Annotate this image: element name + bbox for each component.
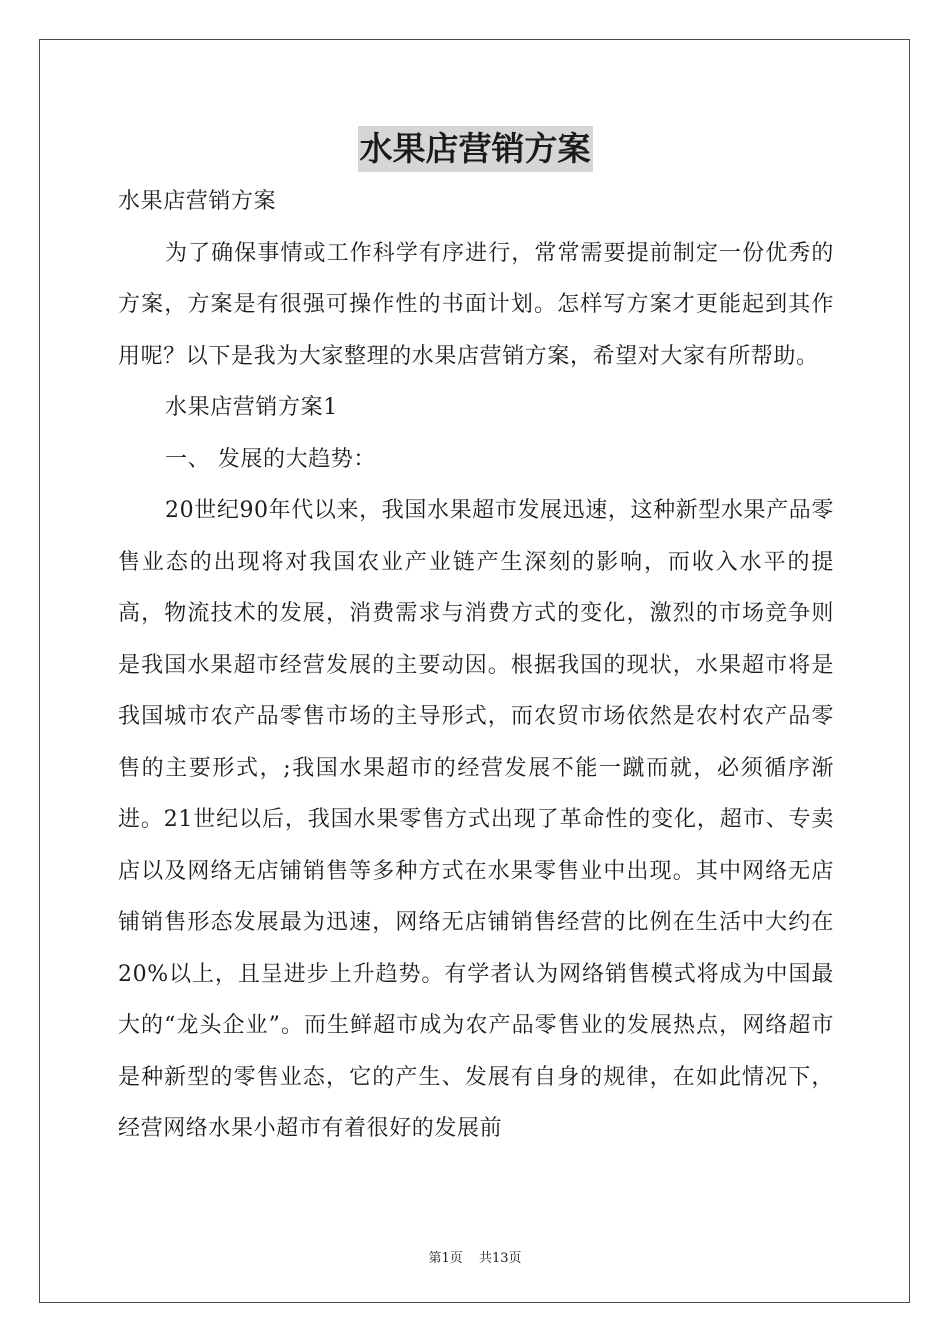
page-footer bbox=[0, 1247, 950, 1266]
section-heading: 水果店营销方案1 bbox=[165, 395, 338, 420]
page-number: 第1页 bbox=[428, 1251, 463, 1266]
document-body bbox=[118, 176, 834, 1155]
title-area bbox=[0, 126, 950, 172]
document-title: 水果店营销方案 bbox=[358, 126, 593, 172]
intro-paragraph: 为了确保事情或工作科学有序进行，常常需要提前制定一份优秀的方案，方案是有很强可操作性的书面计划。怎样写方案才更能起到其作用呢？以下是我为大家整理的水果店营销方案，希望对大家有所帮助。 bbox=[118, 240, 834, 369]
subtitle-paragraph: 水果店营销方案 bbox=[118, 189, 277, 214]
body-paragraph: 20世纪90年代以来，我国水果超市发展迅速，这种新型水果产品零售业态的出现将对我国农业产业链产生深刻的影响，而收入水平的提高，物流技术的发展，消费需求与消费方式的变化，激烈的市场竞争则是我国水果超市经营发展的主要动因。根据我国的现状，水果超市将是我国城市农产品零售市场的主导形式，而农贸市场依然是农村农产品零售的主要形式，;我国水果超市的经营发展不能一蹴而就，必须循序渐进。21世纪以后，我国水果零售方式出现了革命性的变化，超市、专卖店以及网络无店铺销售等多种方式在水果零售业中出现。其中网络无店铺销售形态发展最为迅速，网络无店铺销售经营的比例在生活中大约在20%以上，且呈进步上升趋势。有学者认为网络销售模式将成为中国最大的“龙头企业”。而生鲜超市成为农产品零售业的发展热点，网络超市是种新型的零售业态，它的产生、发展有自身的规律，在如此情况下，经营网络水果小超市有着很好的发展前 bbox=[118, 498, 834, 1141]
total-pages: 共13页 bbox=[478, 1251, 522, 1266]
subsection-heading: 一、 发展的大趋势： bbox=[165, 446, 376, 472]
